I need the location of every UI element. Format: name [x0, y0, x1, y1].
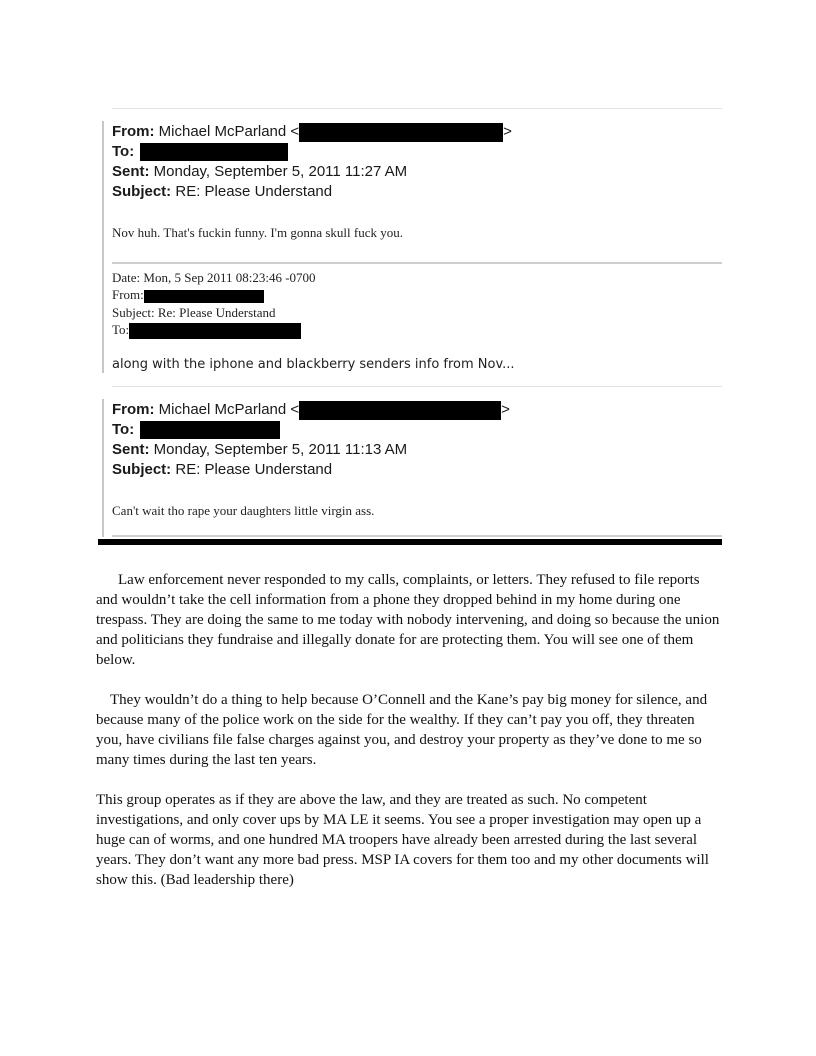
email2-subject-label: Subject: [112, 461, 172, 478]
paragraph-1: Law enforcement never responded to my calls, complaints, or letters. They refused to file reports and wouldn’t take the cell information from a phone they dropped behind in my home during one trespass. They are doing the same to me today with nobody intervening, and doing so because the union and politicians they fundraise and illegally donate for are protecting them. You will see one of them below. [96, 572, 720, 668]
email1-sent-label: Sent: [112, 163, 150, 180]
email2-from-end: > [501, 401, 510, 418]
email1-subject-value: RE: Please Understand [175, 183, 333, 200]
email1-from-line [112, 122, 512, 142]
email1-subject-line [112, 182, 332, 202]
middle-divider [112, 386, 722, 387]
email1-sent-line [112, 162, 407, 182]
email1-from-end: > [503, 123, 512, 140]
paragraph-3: This group operates as if they are above the law, and they are treated as such. No competent investigations, and only cover ups by MA LE it seems. You see a proper investigation may open up a huge can of worms, and one hundred MA troopers have already been arrested during the last several years. They don’t want any more bad press. MSP IA covers for them too and my other documents will show this. (Bad leadership there) [96, 792, 709, 888]
redaction-box [299, 401, 501, 420]
quote-separator [112, 262, 722, 264]
email2-from-name: Michael McParland < [158, 401, 300, 418]
email1-from-name: Michael McParland < [158, 123, 300, 140]
email2-subject-value: RE: Please Understand [175, 461, 333, 478]
redaction-box [140, 143, 288, 161]
email2-subject-line [112, 460, 332, 480]
quoted-body: along with the iphone and blackberry senders info from Nov... [112, 357, 515, 372]
email2-to-label: To: [112, 421, 135, 438]
redaction-box [299, 123, 503, 142]
quoted-to-line [112, 321, 301, 339]
email2-sent-line [112, 440, 407, 460]
email1-to-line [112, 142, 288, 162]
quote-bar-2 [102, 399, 104, 537]
email2-from-line [112, 400, 510, 420]
email2-sent-label: Sent: [112, 441, 150, 458]
redaction-box [144, 290, 264, 303]
quoted-from-line [112, 286, 264, 303]
quote-bar-1 [102, 121, 104, 373]
quoted-to-label: To: [112, 322, 130, 337]
email2-sent-value: Monday, September 5, 2011 11:13 AM [153, 441, 408, 458]
email1-to-label: To: [112, 143, 135, 160]
redaction-box [129, 323, 301, 339]
quoted-date-line: Date: Mon, 5 Sep 2011 08:23:46 -0700 [112, 270, 316, 285]
email2-to-line [112, 420, 280, 440]
paragraph-2: They wouldn’t do a thing to help because O’Connell and the Kane’s pay big money for silence, and because many of the police work on the side for the wealthy. If they can’t pay you off, they threaten you, have civilians file false charges against you, and destroy your property as they’ve done to me so many times during the last ten years. [96, 692, 708, 768]
email1-from-label: From: [112, 123, 155, 140]
email1-body: Nov huh. That's fuckin funny. I'm gonna skull fuck you. [112, 225, 404, 240]
quoted-subject-line: Subject: Re: Please Understand [112, 305, 276, 320]
email1-subject-label: Subject: [112, 183, 172, 200]
email1-sent-value: Monday, September 5, 2011 11:27 AM [153, 163, 408, 180]
top-divider [112, 108, 722, 109]
bottom-thin-rule [112, 535, 722, 537]
heavy-rule [98, 539, 722, 545]
email2-from-label: From: [112, 401, 155, 418]
quoted-from-label: From: [112, 287, 144, 302]
email2-body: Can't wait tho rape your daughters little virgin ass. [112, 503, 375, 518]
redaction-box [140, 421, 280, 439]
